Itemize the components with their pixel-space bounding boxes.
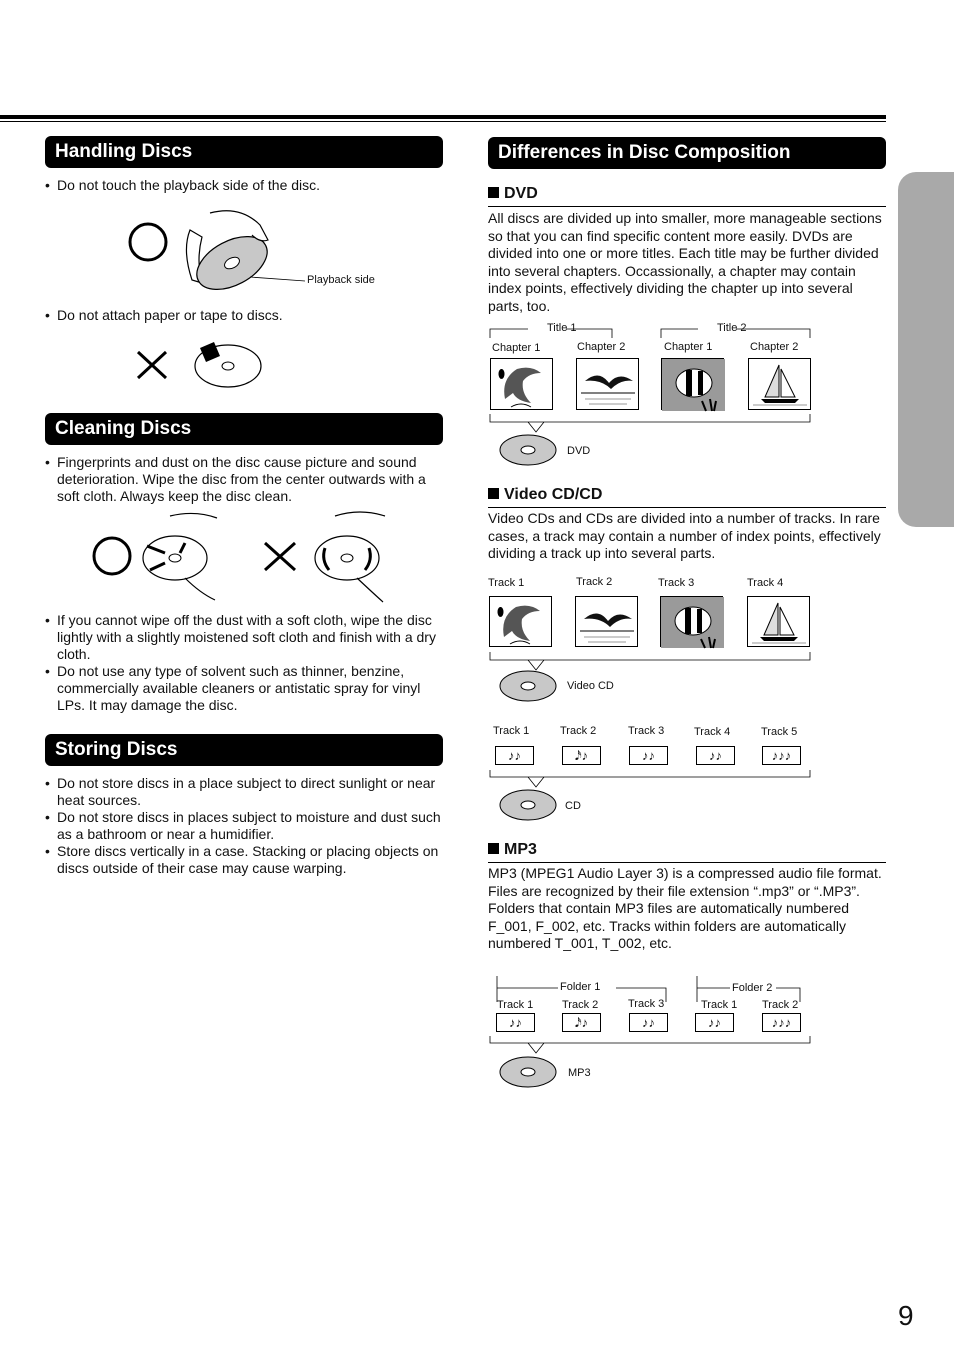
sailboat-thumbnail xyxy=(748,358,811,410)
cd-note-box: ♪♪ xyxy=(629,746,668,765)
cleaning-bullet-1: • Fingerprints and dust on the disc cause picture and sound deterioration. Wipe the disc from the center outwards with a soft cloth. Always keep the disc clean. xyxy=(45,454,443,505)
storing-bullet-1: • Do not store discs in a place subject to direct sunlight or near heat sources. xyxy=(45,775,443,809)
playback-side-label: Playback side xyxy=(307,274,375,286)
dvd-title1-label: Title 1 xyxy=(547,322,577,334)
handling-bullet-1: • Do not touch the playback side of the disc. xyxy=(45,177,443,194)
mp3-note-box: ♪♪ xyxy=(629,1013,668,1032)
dvd-chapter-label: Chapter 2 xyxy=(577,341,626,353)
cd-note-box: 𝅘𝅥𝅯♪ xyxy=(562,746,601,765)
top-rule xyxy=(0,115,886,119)
cleaning-list-2 xyxy=(45,612,443,714)
dvd-chapter-label: Chapter 1 xyxy=(664,341,713,353)
page-number: 9 xyxy=(898,1300,914,1331)
cleaning-heading: Cleaning Discs xyxy=(45,413,443,445)
mp3-note-box: ♪♪♪ xyxy=(762,1013,801,1032)
dolphin-thumbnail xyxy=(490,358,553,410)
vcd-track-label: Track 1 xyxy=(488,577,525,589)
mp3-note-box: ♪♪ xyxy=(496,1013,535,1032)
dvd-subheading: DVD xyxy=(488,185,886,207)
cd-bracket xyxy=(488,768,818,824)
cd-track-label: Track 1 xyxy=(493,725,530,737)
cd-note-box: ♪♪ xyxy=(696,746,735,765)
handling-heading: Handling Discs xyxy=(45,136,443,168)
cleaning-bullet-3: • Do not use any type of solvent such as thinner, benzine, commercially available cleaners or antistatic spray for vinyl LPs. It may damage the disc. xyxy=(45,663,443,714)
vcd-subheading: Video CD/CD xyxy=(488,486,886,508)
side-tab xyxy=(898,172,954,527)
storing-list xyxy=(45,775,443,877)
ok-circle-icon xyxy=(94,538,130,574)
mp3-track-label: Track 1 xyxy=(701,999,738,1011)
mp3-disc-label: MP3 xyxy=(568,1067,591,1079)
storing-bullet-3: • Store discs vertically in a case. Stacking or placing objects on discs outside of their case may cause warping. xyxy=(45,843,443,877)
cd-track-label: Track 3 xyxy=(628,725,665,737)
vcd-disc-label: Video CD xyxy=(567,680,614,692)
cd-track-label: Track 2 xyxy=(560,725,597,737)
storing-bullet-2: • Do not store discs in places subject to moisture and dust such as a bathroom or near a humidifier. xyxy=(45,809,443,843)
cleaning-illustration xyxy=(85,508,395,608)
mp3-note-box: ♪♪ xyxy=(695,1013,734,1032)
dolphin-thumbnail xyxy=(489,596,552,647)
handling-bullet-2: • Do not attach paper or tape to discs. xyxy=(45,307,443,324)
vcd-track-label: Track 2 xyxy=(576,576,613,588)
fish-thumbnail xyxy=(660,596,723,647)
cd-track-label: Track 5 xyxy=(761,726,798,738)
differences-heading: Differences in Disc Composition xyxy=(488,137,886,169)
dvd-text: All discs are divided up into smaller, more manageable sections so that you can find specific content more easily. DVDs are divided into one or more titles. Each title may be further divided into several chapters. Occassionally, a chapter may contain index points, effectively dividing the chapter up into several parts, too. xyxy=(488,210,882,314)
mp3-note-box: 𝅘𝅥𝅯♪ xyxy=(562,1013,601,1032)
storing-heading: Storing Discs xyxy=(45,734,443,766)
mp3-text: MP3 (MPEG1 Audio Layer 3) is a compressed audio file format. Files are recognized by their file extension “.mp3” or “.MP3”. Folders that contain MP3 files are automatically numbered F_001, F_002, etc. Tracks within folders are automatically numbered T_001, T_002, etc. xyxy=(488,865,882,952)
mp3-track-label: Track 2 xyxy=(562,999,599,1011)
vcd-text: Video CDs and CDs are divided into a number of tracks. In rare cases, a track may contain a number of index points, effectively dividing a track up into several parts. xyxy=(488,510,881,562)
mp3-track-label: Track 1 xyxy=(497,999,534,1011)
vcd-bracket xyxy=(488,650,818,705)
dvd-chapter-label: Chapter 1 xyxy=(492,342,541,354)
mp3-track-label: Track 3 xyxy=(628,998,665,1010)
mp3-folder2-label: Folder 2 xyxy=(732,982,773,994)
cd-disc-label: CD xyxy=(565,800,581,812)
mp3-track-label: Track 2 xyxy=(762,999,799,1011)
cd-note-box: ♪♪ xyxy=(495,746,534,765)
dvd-title2-label: Title 2 xyxy=(717,322,747,334)
mp3-subheading: MP3 xyxy=(488,841,886,863)
sailboat-thumbnail xyxy=(747,596,810,647)
dvd-chapter-label: Chapter 2 xyxy=(750,341,799,353)
cd-note-box: ♪♪♪ xyxy=(762,746,801,765)
handling-list-1 xyxy=(45,177,443,194)
vcd-track-label: Track 3 xyxy=(658,577,695,589)
top-rule-thin xyxy=(0,121,886,122)
handling-list-2 xyxy=(45,307,443,324)
mp3-folder1-label: Folder 1 xyxy=(560,981,601,993)
handling-illustration xyxy=(120,205,320,295)
dvd-disc-label: DVD xyxy=(567,445,591,457)
cleaning-list-1 xyxy=(45,454,443,505)
vcd-track-label: Track 4 xyxy=(747,577,784,589)
fish-thumbnail xyxy=(661,358,724,410)
cleaning-bullet-2: • If you cannot wipe off the dust with a soft cloth, wipe the disc lightly with a slightly moistened soft cloth and finish with a dry cloth. xyxy=(45,612,443,663)
cd-track-label: Track 4 xyxy=(694,726,731,738)
ok-circle-icon xyxy=(130,224,166,260)
seabird-thumbnail xyxy=(576,358,639,410)
tape-illustration xyxy=(130,340,270,395)
seabird-thumbnail xyxy=(575,596,638,647)
